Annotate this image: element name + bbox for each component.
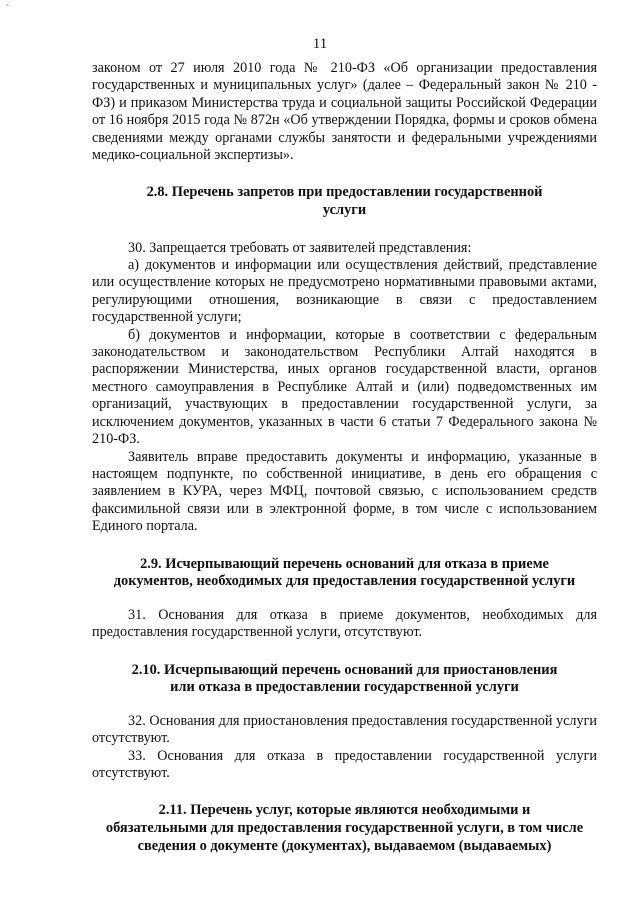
heading-line: 2.9. Исчерпывающий перечень оснований для отказа в приеме (140, 555, 549, 572)
section-2-9-heading (92, 556, 597, 591)
page-number: 11 (312, 36, 328, 52)
paragraph-30-a: а) документов и информации или осуществления действий, представление или осуществление которых не предусмотрено нормативными правовыми актами, регулирующими отношения, возникающие в связи с предоставлением государственной услуги; (92, 257, 597, 326)
intro-paragraph: законом от 27 июля 2010 года № 210-ФЗ «Об организации предоставления государственных и муниципальных услуг» (далее – Федеральный закон № 210 - ФЗ) и приказом Министерства труда и социальной защиты Российской Федерации от 16 ноября 2015 года № 872н «Об утверждении Порядка, формы и сроков обмена сведениями между органами службы занятости и федеральными учреждениями медико-социальной экспертизы». (92, 60, 597, 164)
paragraph-31: 31. Основания для отказа в приеме документов, необходимых для предоставления государственной услуги, отсутствуют. (92, 606, 597, 641)
section-2-11-heading (92, 802, 597, 855)
heading-line: документов, необходимых для предоставления государственной услуги (113, 573, 576, 590)
corner-mark: ` (6, 4, 10, 15)
paragraph-32: 32. Основания для приостановления предоставления государственной услуги отсутствуют. (92, 712, 597, 747)
paragraph-30-b: б) документов и информации, которые в соответствии с федеральным законодательством и законодательством Республики Алтай находятся в распоряжении Министерства, иных органов государственной власти, органов местного самоуправления в Республике Алтай и (или) подведомственных им организаций, участвующих в предоставлении государственной услуги, за исключением документов, указанных в части 6 статьи 7 Федерального закона № 210-ФЗ. (92, 326, 597, 448)
paragraph-applicant-right: Заявитель вправе предоставить документы и информацию, указанные в настоящем подпункте, по собственной инициативе, в день его обращения с заявлением в КУРА, через МФЦ, почтовой связью, с использованием средств факсимильной связи или в электронной форме, в том числе с использованием Единого портала. (92, 448, 597, 535)
heading-line: 2.11. Перечень услуг, которые являются необходимыми и (158, 802, 531, 819)
paragraph-30: 30. Запрещается требовать от заявителей представления: (128, 239, 472, 256)
section-2-8-heading (92, 184, 597, 219)
paragraph-33: 33. Основания для отказа в предоставлении государственной услуги отсутствуют. (92, 747, 597, 781)
heading-line: 2.10. Исчерпывающий перечень оснований для приостановления (131, 661, 558, 678)
document-body (92, 60, 597, 855)
heading-line: обязательными для предоставления государственной услуги, в том числе (105, 819, 584, 836)
section-2-10-heading (92, 662, 597, 697)
heading-line: сведения о документе (документах), выдаваемом (выдаваемых) (137, 837, 552, 854)
heading-line: или отказа в предоставлении государственной услуги (170, 679, 519, 696)
heading-line: 2.8. Перечень запретов при предоставлении государственной (146, 184, 543, 201)
heading-line: услуги (322, 202, 367, 219)
